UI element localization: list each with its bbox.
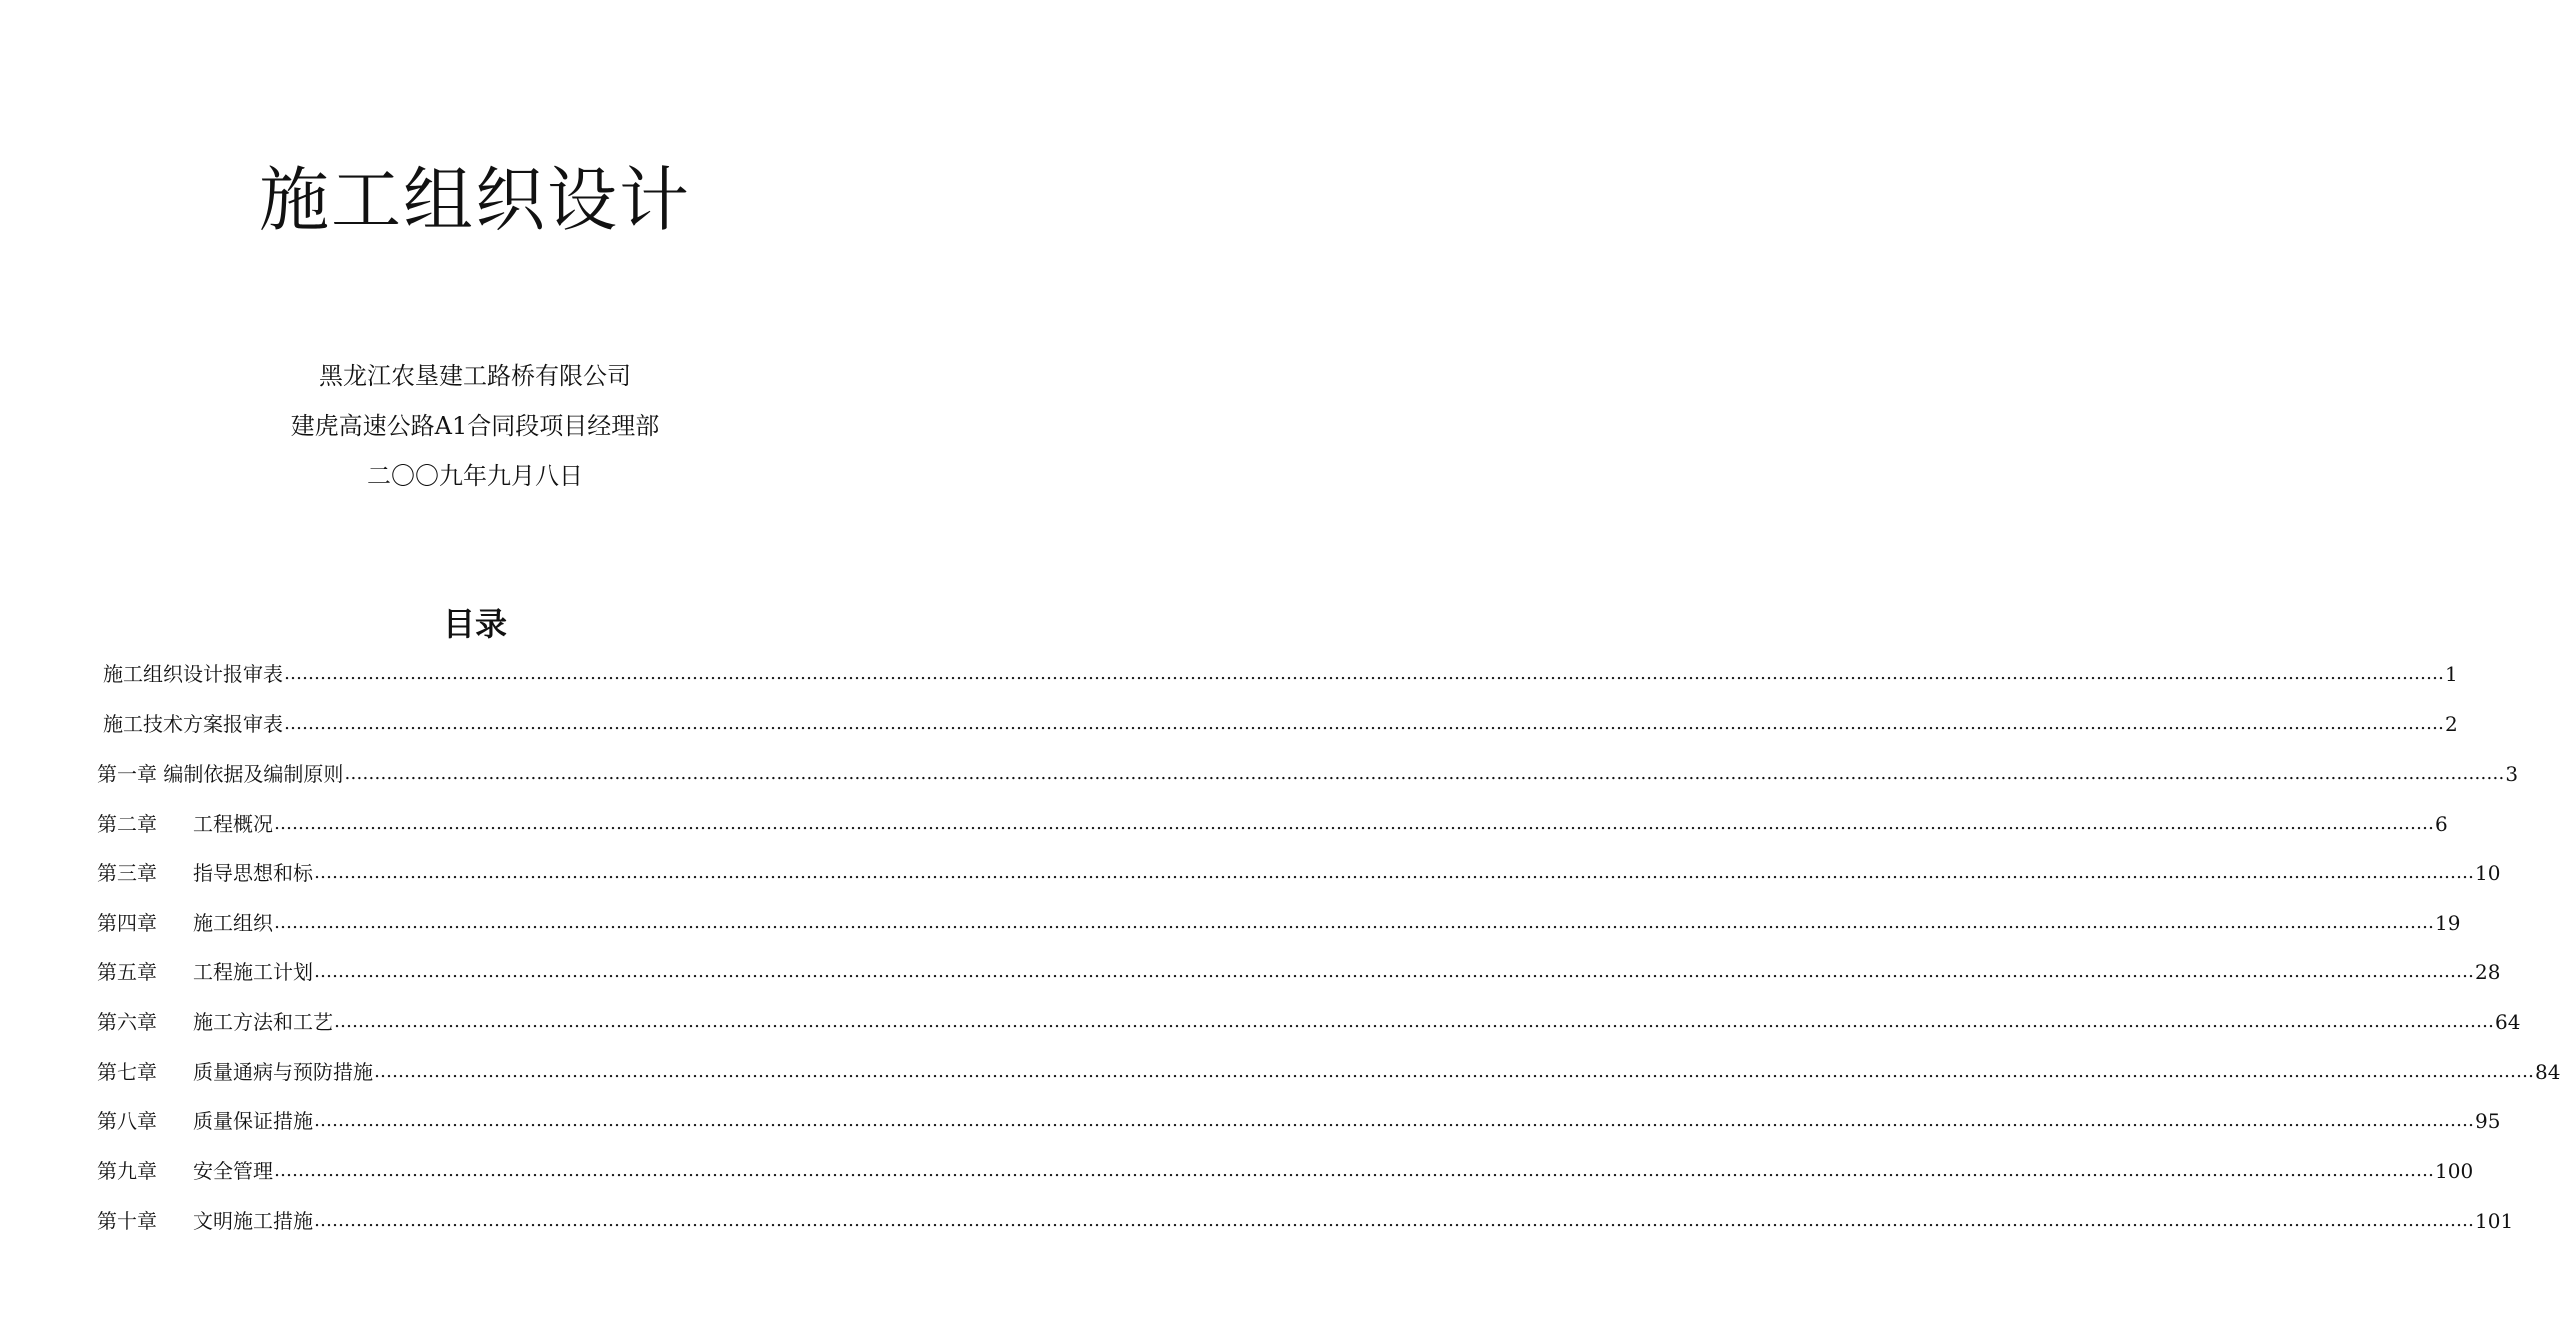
toc-entry[interactable] — [97, 805, 2448, 839]
company-name: 黑龙江农垦建工路桥有限公司 — [319, 362, 631, 390]
toc-leader-dots: ……………………………………………………………………………………………………………………………………………………………………………………………………………………………………………………………………………………………………………………………… — [274, 912, 2434, 933]
document-title: 施工组织设计 — [259, 158, 691, 241]
toc-leader-dots: ……………………………………………………………………………………………………………………………………………………………………………………………………………………………………………………………………………………………………………………………… — [274, 813, 2434, 834]
toc-leader-dots: ……………………………………………………………………………………………………………………………………………………………………………………………………………………………………………………………………………………………………………………………… — [314, 961, 2474, 982]
toc-chapter-number: 第四章 — [97, 911, 157, 935]
toc-entry-title: 施工组织 — [193, 911, 273, 935]
toc-chapter-number: 第八章 — [97, 1109, 157, 1133]
toc-leader-dots: ……………………………………………………………………………………………………………………………………………………………………………………………………………………………………………………………………………………………………………………………… — [374, 1061, 2534, 1082]
toc-entry[interactable] — [97, 755, 2519, 789]
toc-entry[interactable] — [97, 904, 2461, 938]
toc-chapter-number: 第五章 — [97, 960, 157, 984]
toc-page-number: 3 — [2505, 762, 2519, 786]
toc-leader-dots: ……………………………………………………………………………………………………………………………………………………………………………………………………………………………………………………………………………………………………………………………… — [344, 763, 2505, 784]
toc-page-number: 84 — [2535, 1060, 2560, 1084]
toc-entry[interactable] — [97, 1202, 2514, 1236]
toc-entry-title: 工程施工计划 — [193, 960, 313, 984]
toc-chapter-number: 第七章 — [97, 1060, 157, 1084]
toc-leader-dots: ……………………………………………………………………………………………………………………………………………………………………………………………………………………………………………………………………………………………………………………………… — [274, 1160, 2434, 1181]
toc-entry[interactable] — [97, 1102, 2501, 1136]
toc-page-number: 19 — [2435, 911, 2461, 935]
toc-page-number: 2 — [2445, 712, 2458, 736]
toc-chapter-number: 第三章 — [97, 861, 157, 885]
toc-page-number: 64 — [2495, 1010, 2521, 1034]
toc-entry-title: 第一章 编制依据及编制原则 — [97, 762, 344, 786]
toc-leader-dots: ……………………………………………………………………………………………………………………………………………………………………………………………………………………………………………………………………………………………………………………………… — [284, 713, 2444, 734]
toc-leader-dots: ……………………………………………………………………………………………………………………………………………………………………………………………………………………………………………………………………………………………………………………………… — [314, 1210, 2474, 1231]
toc-entry[interactable] — [97, 854, 2501, 888]
toc-page-number: 1 — [2445, 662, 2458, 686]
toc-entry[interactable] — [97, 1053, 2560, 1087]
toc-leader-dots: ……………………………………………………………………………………………………………………………………………………………………………………………………………………………………………………………………………………………………………………………… — [284, 663, 2444, 684]
toc-heading: 目录 — [442, 605, 507, 643]
toc-leader-dots: ……………………………………………………………………………………………………………………………………………………………………………………………………………………………………………………………………………………………………………………………… — [334, 1011, 2494, 1032]
toc-entry-title: 安全管理 — [193, 1159, 273, 1183]
toc-entry[interactable] — [103, 705, 2458, 739]
toc-entry[interactable] — [97, 1152, 2474, 1186]
toc-entry-title: 施工技术方案报审表 — [103, 712, 283, 736]
toc-entry-title: 文明施工措施 — [193, 1209, 313, 1233]
toc-chapter-number: 第九章 — [97, 1159, 157, 1183]
toc-page-number: 101 — [2475, 1209, 2514, 1233]
toc-entry-title: 工程概况 — [193, 812, 273, 836]
toc-page-number: 28 — [2475, 960, 2501, 984]
toc-leader-dots: ……………………………………………………………………………………………………………………………………………………………………………………………………………………………………………………………………………………………………………………………… — [314, 1110, 2474, 1131]
toc-entry[interactable] — [103, 655, 2458, 689]
document-date: 二〇〇九年九月八日 — [367, 462, 583, 490]
toc-page-number: 10 — [2475, 861, 2501, 885]
toc-entry-title: 质量保证措施 — [193, 1109, 313, 1133]
toc-page-number: 95 — [2475, 1109, 2501, 1133]
toc-entry-title: 指导思想和标 — [193, 861, 313, 885]
project-department: 建虎高速公路A1合同段项目经理部 — [290, 412, 660, 440]
toc-entry[interactable] — [97, 1003, 2521, 1037]
toc-chapter-number: 第二章 — [97, 812, 157, 836]
toc-entry-title: 质量通病与预防措施 — [193, 1060, 373, 1084]
toc-chapter-number: 第六章 — [97, 1010, 157, 1034]
toc-page-number: 100 — [2435, 1159, 2474, 1183]
toc-leader-dots: ……………………………………………………………………………………………………………………………………………………………………………………………………………………………………………………………………………………………………………………………… — [314, 862, 2474, 883]
toc-page-number: 6 — [2435, 812, 2448, 836]
toc-entry-title: 施工方法和工艺 — [193, 1010, 333, 1034]
toc-chapter-number: 第十章 — [97, 1209, 157, 1233]
toc-entry-title: 施工组织设计报审表 — [103, 662, 283, 686]
toc-entry[interactable] — [97, 953, 2501, 987]
